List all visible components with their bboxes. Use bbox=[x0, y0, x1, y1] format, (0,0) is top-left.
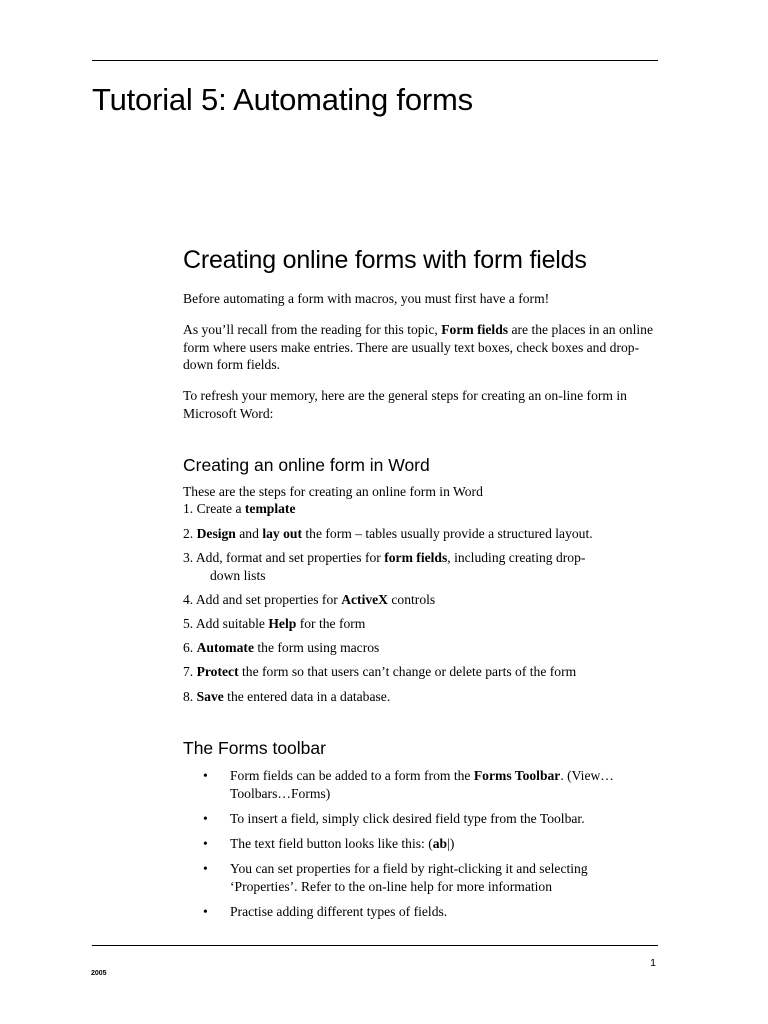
bullet-icon: • bbox=[203, 861, 208, 876]
bullet-icon: • bbox=[203, 836, 208, 851]
form-fields-term: Form fields bbox=[441, 322, 509, 337]
step-8: 8. Save the entered data in a database. bbox=[183, 689, 391, 704]
intro-paragraph: Before automating a form with macros, you must first have a form! bbox=[183, 291, 550, 306]
page-number: 1 bbox=[650, 957, 656, 969]
bullet-item: • You can set properties for a field by right-clicking it and selecting ‘Properties’. Refer to the on-line help for more information bbox=[203, 861, 588, 894]
bullet-icon: • bbox=[203, 768, 208, 783]
step-6: 6. Automate the form using macros bbox=[183, 640, 380, 655]
refresh-paragraph: To refresh your memory, here are the general steps for creating an on-line form in Microsoft Word: bbox=[183, 388, 627, 421]
top-rule bbox=[92, 60, 658, 61]
step-5: 5. Add suitable Help for the form bbox=[183, 616, 366, 631]
section-title: Creating online forms with form fields bbox=[183, 246, 587, 274]
forms-toolbar-heading: The Forms toolbar bbox=[183, 738, 326, 758]
bullet-item: • To insert a field, simply click desired field type from the Toolbar. bbox=[203, 811, 585, 826]
step-2: 2. Design and lay out the form – tables usually provide a structured layout. bbox=[183, 526, 593, 541]
footer-year: 2005 bbox=[91, 970, 107, 977]
step-1: 1. Create a template bbox=[183, 501, 296, 516]
page-title: Tutorial 5: Automating forms bbox=[92, 82, 473, 117]
bullet-item: • Form fields can be added to a form from the Forms Toolbar. (View…Toolbars…Forms) bbox=[203, 768, 614, 801]
bullet-item: • Practise adding different types of fields. bbox=[203, 904, 448, 919]
step-7: 7. Protect the form so that users can’t change or delete parts of the form bbox=[183, 664, 577, 679]
step-3: 3. Add, format and set properties for form fields, including creating drop- down lists bbox=[183, 550, 586, 583]
form-fields-paragraph: As you’ll recall from the reading for this topic, Form fields are the places in an online form where users make entries. There are usually text boxes, check boxes and drop-down form fields. bbox=[183, 322, 653, 372]
bullet-icon: • bbox=[203, 904, 208, 919]
step-4: 4. Add and set properties for ActiveX controls bbox=[183, 592, 436, 607]
bullet-item: • The text field button looks like this: (ab|) bbox=[203, 836, 455, 851]
footer-rule bbox=[92, 945, 658, 946]
steps-intro: These are the steps for creating an online form in Word bbox=[183, 484, 483, 499]
bullet-icon: • bbox=[203, 811, 208, 826]
creating-heading: Creating an online form in Word bbox=[183, 455, 430, 475]
